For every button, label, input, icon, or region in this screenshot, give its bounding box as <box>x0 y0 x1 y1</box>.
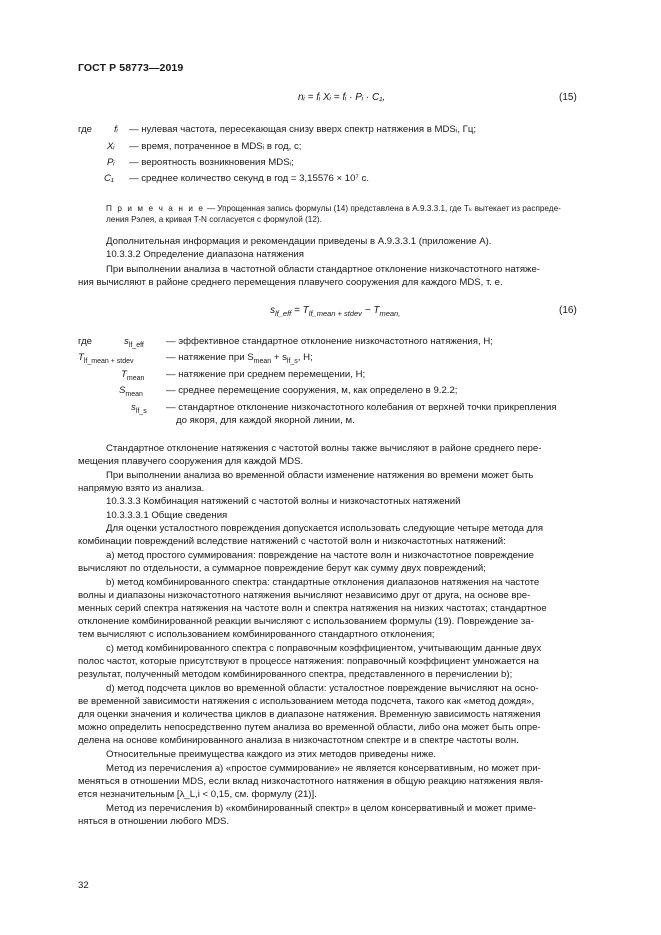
section-heading-10-3-3-3-1: 10.3.3.3.1 Общие сведения <box>106 510 228 521</box>
symbol-c1: C₁ <box>104 173 114 184</box>
paragraph-wave-tension-line-2: мещения плавучего сооружения для каждой MDS. <box>78 456 304 467</box>
definition-s-lf-s-line-2: до якоря, для каждой якорной линии, м. <box>176 415 355 426</box>
body-line: волны и диапазоны низкочастотного натяжения вычисляют независимо друг от друга, на основе вре- <box>78 590 531 601</box>
paragraph-frequency-analysis-line-2: ния вычисляют в районе среднего перемещения плавучего сооружения для каждого MDS, т. е. <box>78 277 503 288</box>
note <box>106 203 584 225</box>
section-heading-10-3-3-3: 10.3.3.3 Комбинация натяжений с частотой волны и низкочастотных натяжений <box>106 496 461 507</box>
body-line: комбинации повреждений вследствие натяжений с частотой волн и низкочастотных натяжений: <box>78 536 506 547</box>
definition-c1: — среднее количество секунд в год = 3,15576 × 10⁷ с. <box>129 173 370 184</box>
symbol-s-mean: $S_{mean}$ <box>119 385 143 398</box>
where-label-2: где <box>78 336 93 347</box>
body-line: b) метод комбинированного спектра: стандартные отклонения диапазонов натяжения на частоте <box>106 577 540 588</box>
formula-16-term1: = T <box>291 305 309 316</box>
equation-number-16: (16) <box>559 305 577 316</box>
definition-x: — время, потраченное в MDSᵢ в год, с; <box>129 141 302 152</box>
symbol-s-lf-s: $s_{lf\_s}$ <box>131 402 147 415</box>
body-line: для оценки значения и количества циклов в диапазоне натяжения. Временную зависимость натяжения <box>78 709 541 720</box>
body-line: меняться в отношении MDS, если вклад низкочастотного натяжения в общую реакцию натяжения явля- <box>78 776 544 787</box>
paragraph-additional-info: Дополнительная информация и рекомендации приведены в А.9.3.3.1 (приложение А). <box>106 236 492 247</box>
formula-16-lhs-sub: lf_eff <box>275 309 292 318</box>
body-line: можно определить непосредственно путем анализа во временной области, либо она может быть опре- <box>78 722 541 733</box>
formula-16-lhs: s <box>270 305 275 316</box>
body-line: Метод из перечисления b) «комбинированный спектр» в целом консервативный и может приме- <box>106 803 537 814</box>
symbol-p: Pᵢ <box>107 157 115 168</box>
symbol-s-lf-eff: $s_{lf\_eff}$ <box>124 336 144 349</box>
definition-f: — нулевая частота, пересекающая снизу вверх спектр натяжения в MDSᵢ, Гц; <box>129 124 477 135</box>
paragraph-time-domain-line-2: напрямую взято из анализа. <box>78 483 205 494</box>
body-line: тем вычисляют с использованием комбинированного стандартного отклонения; <box>78 629 435 640</box>
body-line: ве временной зависимости натяжения с использованием метода подсчета, такого как «метод дождя», <box>78 696 535 707</box>
body-line: ется незначительным [λ_L,i < 0,15, см. формулу (21)]. <box>78 789 317 800</box>
body-line: менных серий спектра натяжения на частоте волн и спектра натяжения на низких частотах; стандартное <box>78 603 547 614</box>
body-line: с) метод комбинированного спектра с поправочным коэффициентом, учитывающим данные двух <box>106 643 542 654</box>
definition-s-lf-eff: — эффективное стандартное отклонение низкочастотного натяжения, Н; <box>166 336 493 347</box>
definition-t-lf-mean-stdev: — натяжение при $S_{mean} + s_{lf\_s}$, Н; <box>166 352 313 365</box>
body-line: полос частот, которые присутствуют в процессе натяжения: поправочный коэффициент умножается на <box>78 656 540 667</box>
symbol-f: fᵢ <box>114 124 118 135</box>
formula-15: nᵢ = fᵢ Xᵢ = fᵢ · Pᵢ · C₁, <box>298 92 386 103</box>
symbol-t-lf-mean-stdev: $T_{lf\_mean + stdev}$ <box>78 352 134 365</box>
definition-s-lf-s-line-1: — стандартное отклонение низкочастотного колебания от верхней точки прикрепления <box>166 402 557 413</box>
body-line: результат, полученный методом комбинированного спектра, представленного в перечислении b); <box>78 669 513 680</box>
body-line: вычисляют по отдельности, а суммарное повреждение берут как сумму двух повреждений; <box>78 563 486 574</box>
body-line: d) метод подсчета циклов во временной области: усталостное повреждение вычисляют на осно- <box>106 683 539 694</box>
body-line: Для оценки усталостного повреждения допускается использовать следующие четыре метода для <box>106 523 544 534</box>
symbol-t-mean: $T_{mean}$ <box>121 369 145 382</box>
formula-16-term2-sub: mean, <box>379 309 401 318</box>
formula-16-term1-sub: lf_mean + stdev <box>308 309 362 318</box>
document-header: ГОСТ Р 58773—2019 <box>78 62 184 74</box>
note-line-2: ления Рэлея, а кривая T-N согласуется с формулой (12). <box>106 215 322 224</box>
definition-p: — вероятность возникновения MDSᵢ; <box>129 157 294 168</box>
definition-t-mean: — натяжение при среднем перемещении, Н; <box>166 369 366 380</box>
paragraph-wave-tension-line-1: Стандартное отклонение натяжения с частотой волны также вычисляют в районе среднего пере- <box>106 443 542 454</box>
where-label: где <box>78 124 93 135</box>
section-heading-10-3-3-2: 10.3.3.2 Определение диапазона натяжения <box>106 249 304 260</box>
body-line: Метод из перечисления а) «простое суммирование» не является консервативным, но может при- <box>106 763 541 774</box>
paragraph-frequency-analysis-line-1: При выполнении анализа в частотной области стандартное отклонение низкочастотного натяже- <box>106 264 540 275</box>
paragraph-time-domain-line-1: При выполнении анализа во временной области изменение натяжения во времени может быть <box>106 470 534 481</box>
symbol-x: Xᵢ <box>107 141 115 152</box>
formula-16-term2: − T <box>361 305 380 316</box>
equation-number-15: (15) <box>559 92 577 103</box>
body-line: делена на основе комбинированного анализа в низкочастотном спектре и в спектре частоты волн. <box>78 735 519 746</box>
note-label: П р и м е ч а н и е <box>106 204 205 213</box>
definition-s-mean: — среднее перемещение сооружения, м, как определено в 9.2.2; <box>166 385 458 396</box>
note-line-1: — Упрощенная запись формулы (14) представлена в А.9.3.3.1, где Tₖ вытекает из распреде- <box>204 204 561 213</box>
body-line: Относительные преимущества каждого из этих методов приведены ниже. <box>106 749 437 760</box>
formula-16 <box>270 305 400 318</box>
page-number: 32 <box>78 880 89 891</box>
body-line: а) метод простого суммирования: повреждение на частоте волн и низкочастотное повреждение <box>106 550 534 561</box>
body-line: няться в отношении любого MDS. <box>78 816 230 827</box>
body-line: отклонение комбинированной реакции вычисляют с использованием формулы (19). Повреждение за- <box>78 616 534 627</box>
